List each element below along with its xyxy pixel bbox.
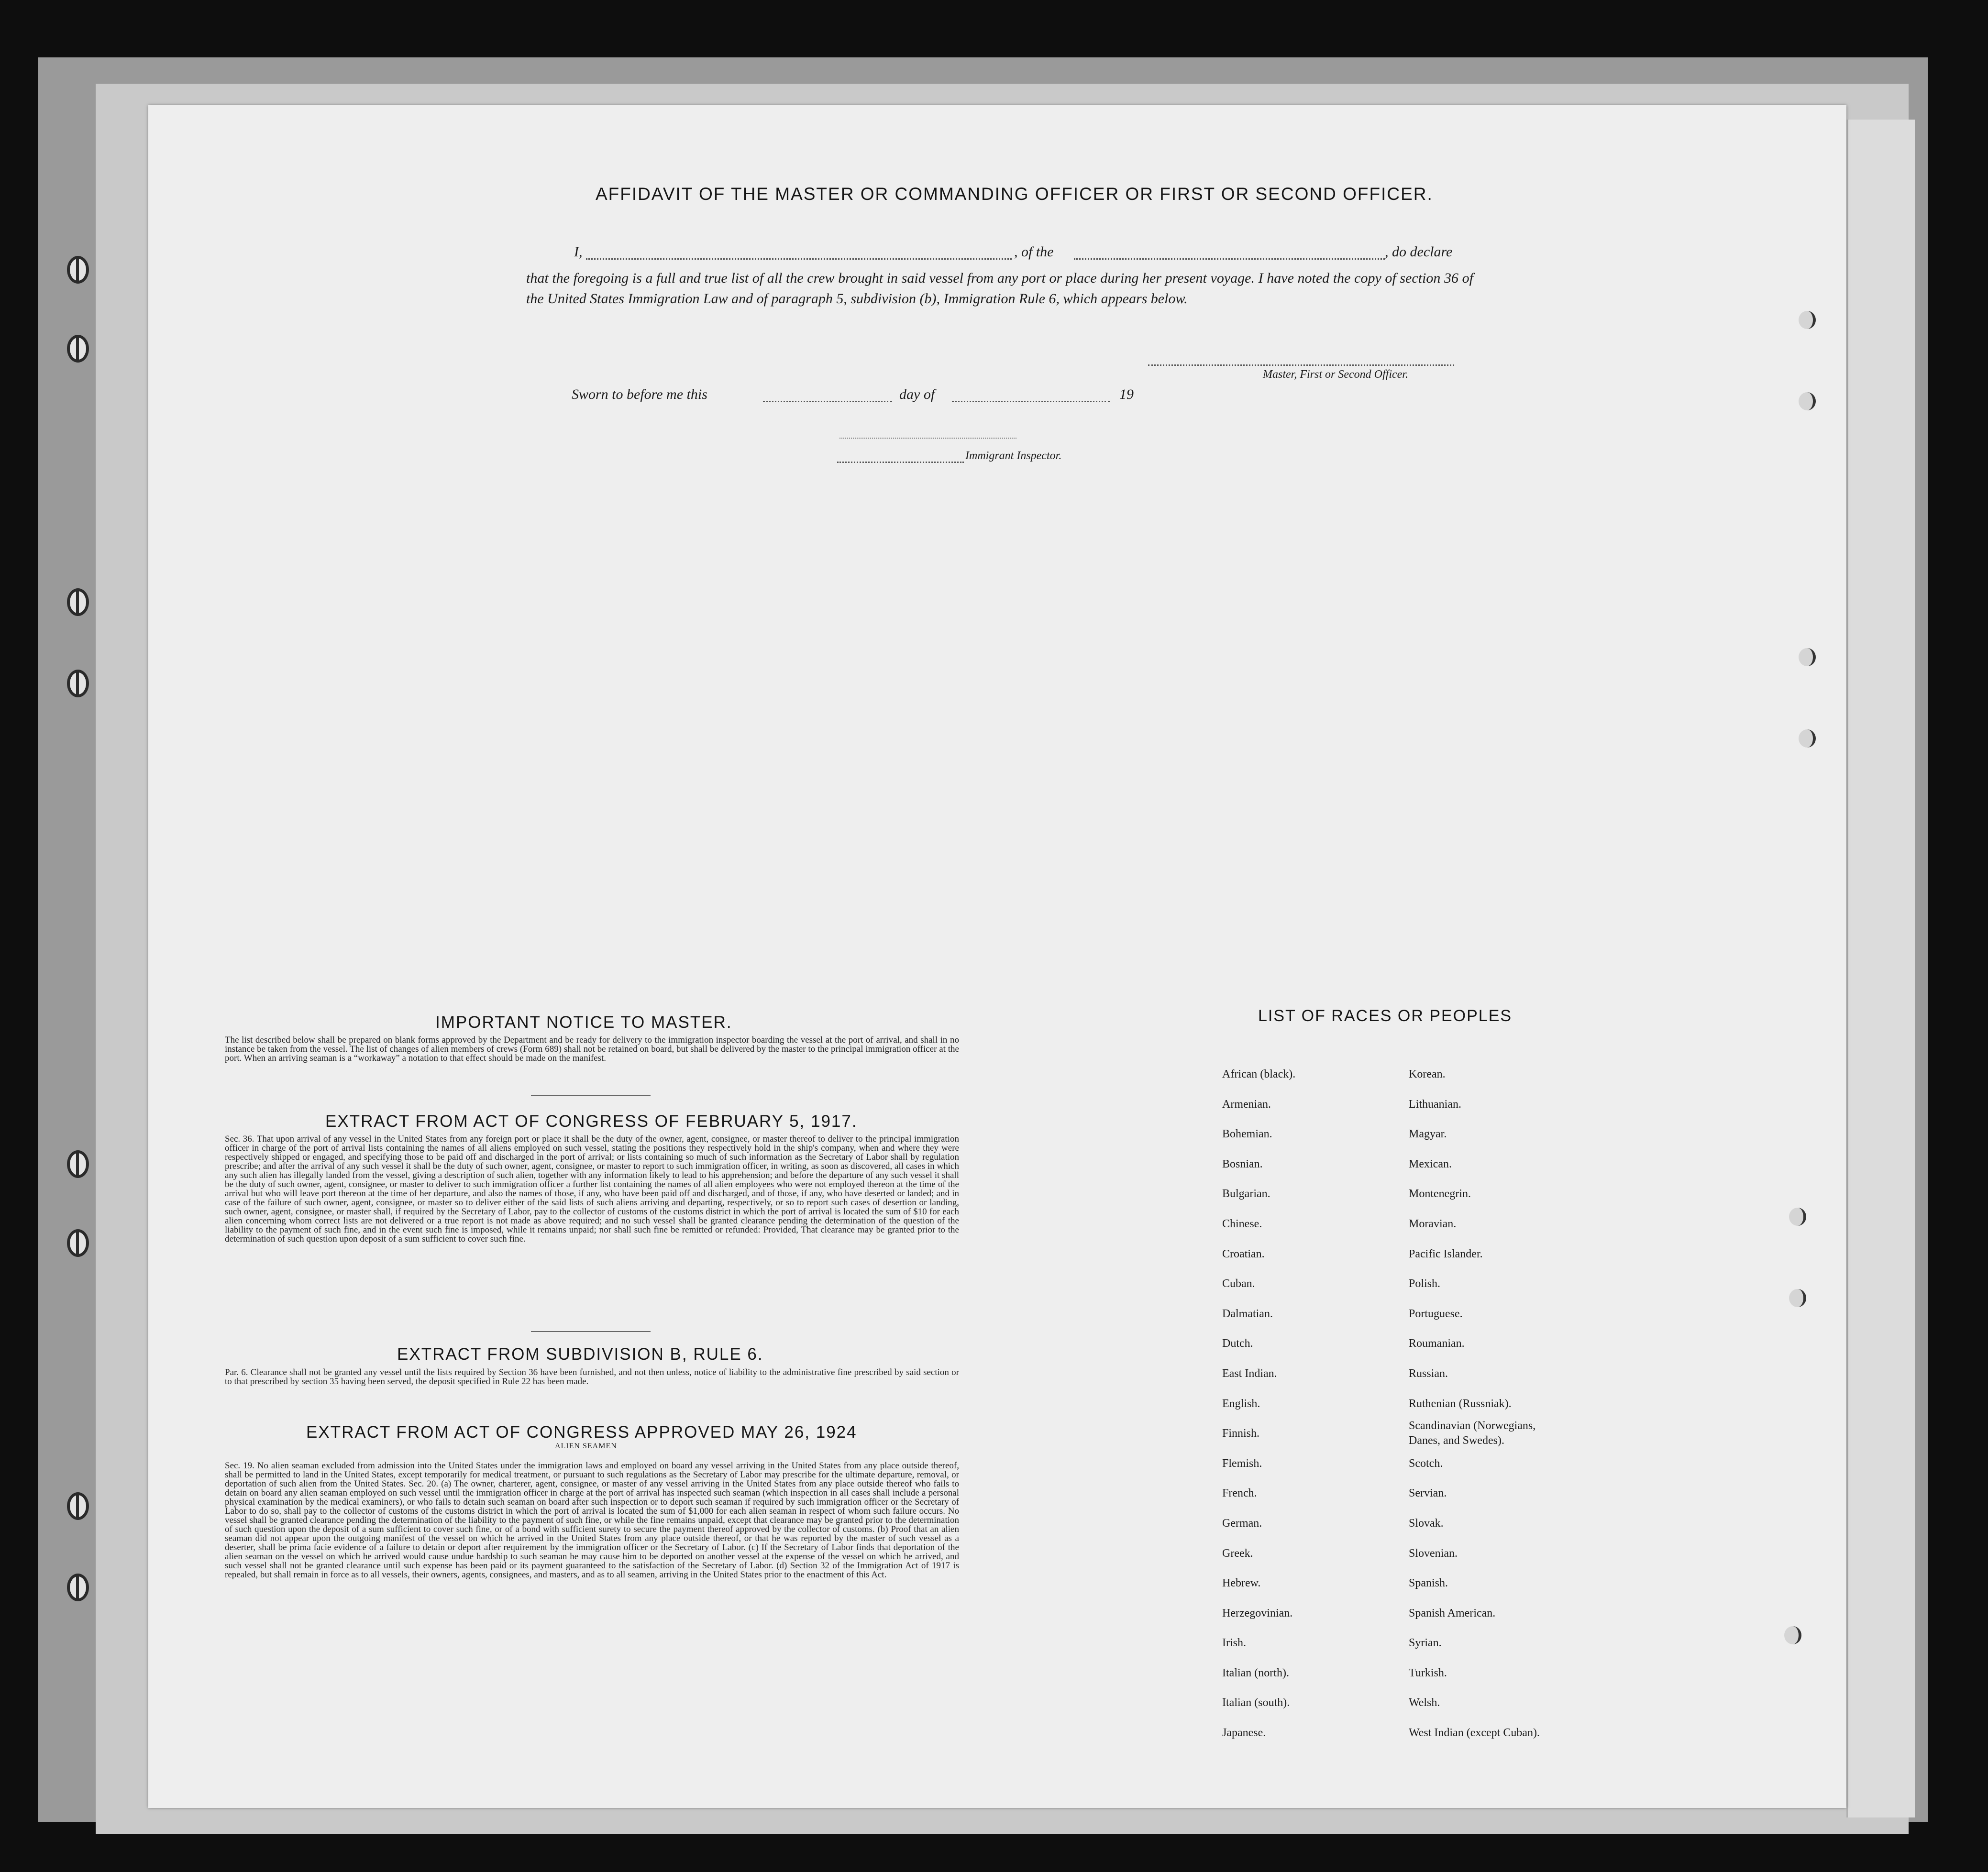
race-item: Russian.	[1409, 1367, 1448, 1380]
declaration-text: that the foregoing is a full and true list of all the crew brought in said vessel from any port or place during her present voyage. I have noted the copy of section 36 of the United States Immigration Law and of paragraph 5, subdivision (b), Immigration Rule 6, which appears below.	[526, 270, 1473, 307]
binder-hole-icon	[67, 1150, 89, 1178]
race-item: Welsh.	[1409, 1696, 1440, 1709]
separator-line	[531, 1095, 651, 1096]
binder-hole-icon	[67, 1574, 89, 1601]
race-item: Mexican.	[1409, 1157, 1452, 1170]
race-item: Italian (south).	[1222, 1696, 1290, 1709]
binder-hole-icon	[67, 588, 89, 616]
race-item: Moravian.	[1409, 1217, 1457, 1230]
race-item: Spanish.	[1409, 1577, 1448, 1590]
signature-label: Master, First or Second Officer.	[1263, 368, 1408, 381]
vessel-label: , of the	[1014, 244, 1054, 260]
race-item: Bohemian.	[1222, 1128, 1272, 1141]
race-item: Croatian.	[1222, 1247, 1265, 1260]
races-right-column	[1409, 1059, 1567, 1748]
binder-hole-icon	[67, 335, 89, 363]
races-title: LIST OF RACES OR PEOPLES	[1258, 1007, 1513, 1025]
vessel-name-line	[1074, 258, 1385, 260]
sworn-month-line	[952, 401, 1110, 402]
signature-line	[1148, 364, 1454, 366]
extract-1917-title: EXTRACT FROM ACT OF CONGRESS OF FEBRUARY 5, 1917.	[325, 1112, 858, 1131]
race-item: Ruthenian (Russniak).	[1409, 1397, 1512, 1410]
sworn-label: Sworn to before me this	[572, 386, 707, 402]
extract-rule6-title: EXTRACT FROM SUBDIVISION B, RULE 6.	[397, 1345, 763, 1364]
race-item: Irish.	[1222, 1637, 1246, 1650]
extract-1917-text: Sec. 36. That upon arrival of any vessel in the United States from any foreign port or place it shall be the duty of the owner, agent, consignee, or master thereof to deliver to the principal immigration officer in charge of the port of arrival lists containing the names of all aliens employed on such vessel, stating the positions they respectively hold in the ship's company, when and where they were respectively shipped or engaged, and specifying those to be paid off and discharged in the port of arrival; or lists containing so much of such information as the Secretary of Labor shall by regulation prescribe; and after the arrival of any such vessel it shall be the duty of such owner, agent, consignee, or master to report to such immigration officer, in writing, as soon as discovered, all cases in which any such alien has illegally landed from the vessel, giving a description of such alien, together with any information likely to lead to his apprehension; and before the departure of any such vessel it shall be the duty of such owner, agent, consignee, or master to deliver to such immigration officer a further list containing the names of all alien employees who were not employed thereon at the time of the arrival but who will leave port thereon at the time of her departure, and also the names of those, if any, who have been paid off and discharged, and of those, if any, who have deserted or landed; and in case of the failure of such owner, agent, consignee, or master so to deliver either of the said lists of such aliens arriving and departing, respectively, or so to report such cases of desertion or landing, such owner, agent, consignee, or master shall, if required by the Secretary of Labor, pay to the collector of customs of the customs district in which the port of arrival is located the sum of $10 for each alien concerning whom correct lists are not delivered or a true report is not made as above required; and no such vessel shall be granted clearance pending the determination of the question of the liability to the payment of such fine, and in the event such fine is imposed, while it remains unpaid; nor shall such fine be remitted or refunded: Provided, That clearance may be granted prior to the determination of such question upon deposit of a sum sufficient to cover such fine.	[225, 1134, 959, 1244]
race-item: Armenian.	[1222, 1098, 1271, 1111]
punch-hole-icon	[1789, 1208, 1806, 1226]
declarant-name-line	[586, 258, 1012, 260]
race-item: German.	[1222, 1517, 1262, 1530]
extract-1924-text: Sec. 19. No alien seaman excluded from admission into the United States under the immigration laws and employed on board any vessel arriving in the United States from any place outside thereof, shall be permitted to land in the United States, except temporarily for medical treatment, or pursuant to such regulations as the Secretary of Labor may prescribe for the ultimate departure, removal, or deportation of such alien from the United States. Sec. 20. (a) The owner, charterer, agent, consignee, or master of any vessel arriving in the United States from any place outside thereof who fails to detain on board any alien seaman employed on such vessel until the immigration officer in charge at the port of arrival has inspected such seaman (which inspection in all cases shall include a personal physical examination by the medical examiners), or who fails to detain such seaman on board after such inspection or to deport such seaman if required by such immigration officer or the Secretary of Labor to do so, shall pay to the collector of customs of the customs district in which the port of arrival is located the sum of $1,000 for each alien seaman in respect of whom such failure occurs. No vessel shall be granted clearance pending the determination of the liability to the payment of such fine, or while the fine remains unpaid, except that clearance may be granted prior to the determination of such question upon the deposit of a sum sufficient to cover such fine, or of a bond with sufficient surety to secure the payment thereof approved by the collector of customs. (b) Proof that an alien seaman did not appear upon the outgoing manifest of the vessel on which he arrived in the United States from any place outside thereof, or that he was reported by the master of such vessel as a deserter, shall be prima facie evidence of a failure to detain or deport after requirement by the immigration officer or the Secretary of Labor. (c) If the Secretary of Labor finds that deportation of the alien seaman on the vessel on which he arrived would cause undue hardship to such seaman he may cause him to be deported on another vessel at the expense of the vessel on which he arrived, and such vessel shall not be granted clearance until such expense has been paid or its payment guaranteed to the satisfaction of the Secretary of Labor. (d) Section 32 of the Immigration Act of 1917 is repealed, but shall remain in force as to all vessels, their owners, agents, consignees, and masters, and as to all seamen, arriving in the United States prior to the enactment of this Act.	[225, 1461, 959, 1580]
punch-hole-icon	[1784, 1626, 1801, 1644]
year-label: 19	[1119, 386, 1134, 402]
binder-hole-icon	[67, 1229, 89, 1257]
race-item: French.	[1222, 1487, 1257, 1500]
race-item: Montenegrin.	[1409, 1188, 1471, 1200]
race-item: English.	[1222, 1397, 1260, 1410]
extract-1924-subtitle: ALIEN SEAMEN	[555, 1442, 617, 1450]
race-item: Dutch.	[1222, 1337, 1253, 1350]
extract-1924-title: EXTRACT FROM ACT OF CONGRESS APPROVED MAY 26, 1924	[306, 1423, 857, 1442]
race-item: Magyar.	[1409, 1128, 1447, 1141]
inspector-signature-line	[837, 462, 964, 463]
race-item: Hebrew.	[1222, 1577, 1261, 1590]
race-item: Lithuanian.	[1409, 1098, 1461, 1111]
affidavit-title: AFFIDAVIT OF THE MASTER OR COMMANDING OFFICER OR FIRST OR SECOND OFFICER.	[596, 184, 1433, 204]
race-item: Slovenian.	[1409, 1547, 1458, 1560]
race-item: Japanese.	[1222, 1727, 1266, 1740]
race-item: East Indian.	[1222, 1367, 1277, 1380]
race-item: Finnish.	[1222, 1427, 1260, 1440]
race-item: Syrian.	[1409, 1637, 1442, 1650]
separator-line	[839, 438, 1016, 439]
race-item: Polish.	[1409, 1277, 1441, 1290]
race-item: Slovak.	[1409, 1517, 1444, 1530]
binder-hole-icon	[67, 1492, 89, 1520]
punch-hole-icon	[1789, 1289, 1806, 1307]
race-item: Greek.	[1222, 1547, 1253, 1560]
race-item: West Indian (except Cuban).	[1409, 1727, 1540, 1740]
notice-title: IMPORTANT NOTICE TO MASTER.	[435, 1013, 732, 1032]
declarant-label: I,	[574, 244, 583, 260]
race-item: Chinese.	[1222, 1217, 1262, 1230]
background-sheet-edge	[1846, 120, 1915, 1817]
separator-line	[531, 1331, 651, 1332]
race-item: Servian.	[1409, 1487, 1447, 1500]
race-item: Korean.	[1409, 1068, 1446, 1080]
race-item: African (black).	[1222, 1068, 1296, 1080]
race-item: Herzegovinian.	[1222, 1607, 1293, 1619]
day-of-label: day of	[899, 386, 935, 402]
race-item: Turkish.	[1409, 1666, 1447, 1679]
punch-hole-icon	[1799, 648, 1816, 666]
race-item: Scandinavian (Norwegians, Danes, and Swedes).	[1409, 1420, 1536, 1447]
race-item: Dalmatian.	[1222, 1307, 1273, 1320]
inspector-label: Immigrant Inspector.	[965, 450, 1062, 462]
race-item: Portuguese.	[1409, 1307, 1463, 1320]
race-item: Bosnian.	[1222, 1157, 1263, 1170]
race-item: Spanish American.	[1409, 1607, 1496, 1619]
declare-label: , do declare	[1385, 244, 1453, 260]
race-item: Roumanian.	[1409, 1337, 1465, 1350]
notice-text: The list described below shall be prepared on blank forms approved by the Department and be ready for delivery to the immigration inspector boarding the vessel at the port of arrival, and shall in no instance be taken from the vessel. The list of changes of alien members of crews (Form 689) shall not be retained on board, but shall be delivered by the master to the principal immigration officer at the port. When an arriving seaman is a “workaway” a notation to that effect should be made on the manifest.	[225, 1035, 959, 1063]
race-item: Flemish.	[1222, 1457, 1262, 1470]
race-item: Scotch.	[1409, 1457, 1443, 1470]
race-item: Italian (north).	[1222, 1666, 1289, 1679]
binder-hole-icon	[67, 256, 89, 284]
races-left-column	[1222, 1059, 1295, 1748]
sworn-day-line	[763, 401, 892, 402]
race-item: Pacific Islander.	[1409, 1247, 1483, 1260]
race-item: Cuban.	[1222, 1277, 1255, 1290]
extract-rule6-text: Par. 6. Clearance shall not be granted any vessel until the lists required by Section 36 have been furnished, and not then unless, notice of liability to the administrative fine prescribed by said section or to that prescribed by section 35 having been served, the deposit specified in Rule 22 has been made.	[225, 1367, 959, 1387]
punch-hole-icon	[1799, 311, 1816, 329]
punch-hole-icon	[1799, 392, 1816, 410]
binder-hole-icon	[67, 670, 89, 697]
punch-hole-icon	[1799, 729, 1816, 748]
race-item: Bulgarian.	[1222, 1188, 1270, 1200]
